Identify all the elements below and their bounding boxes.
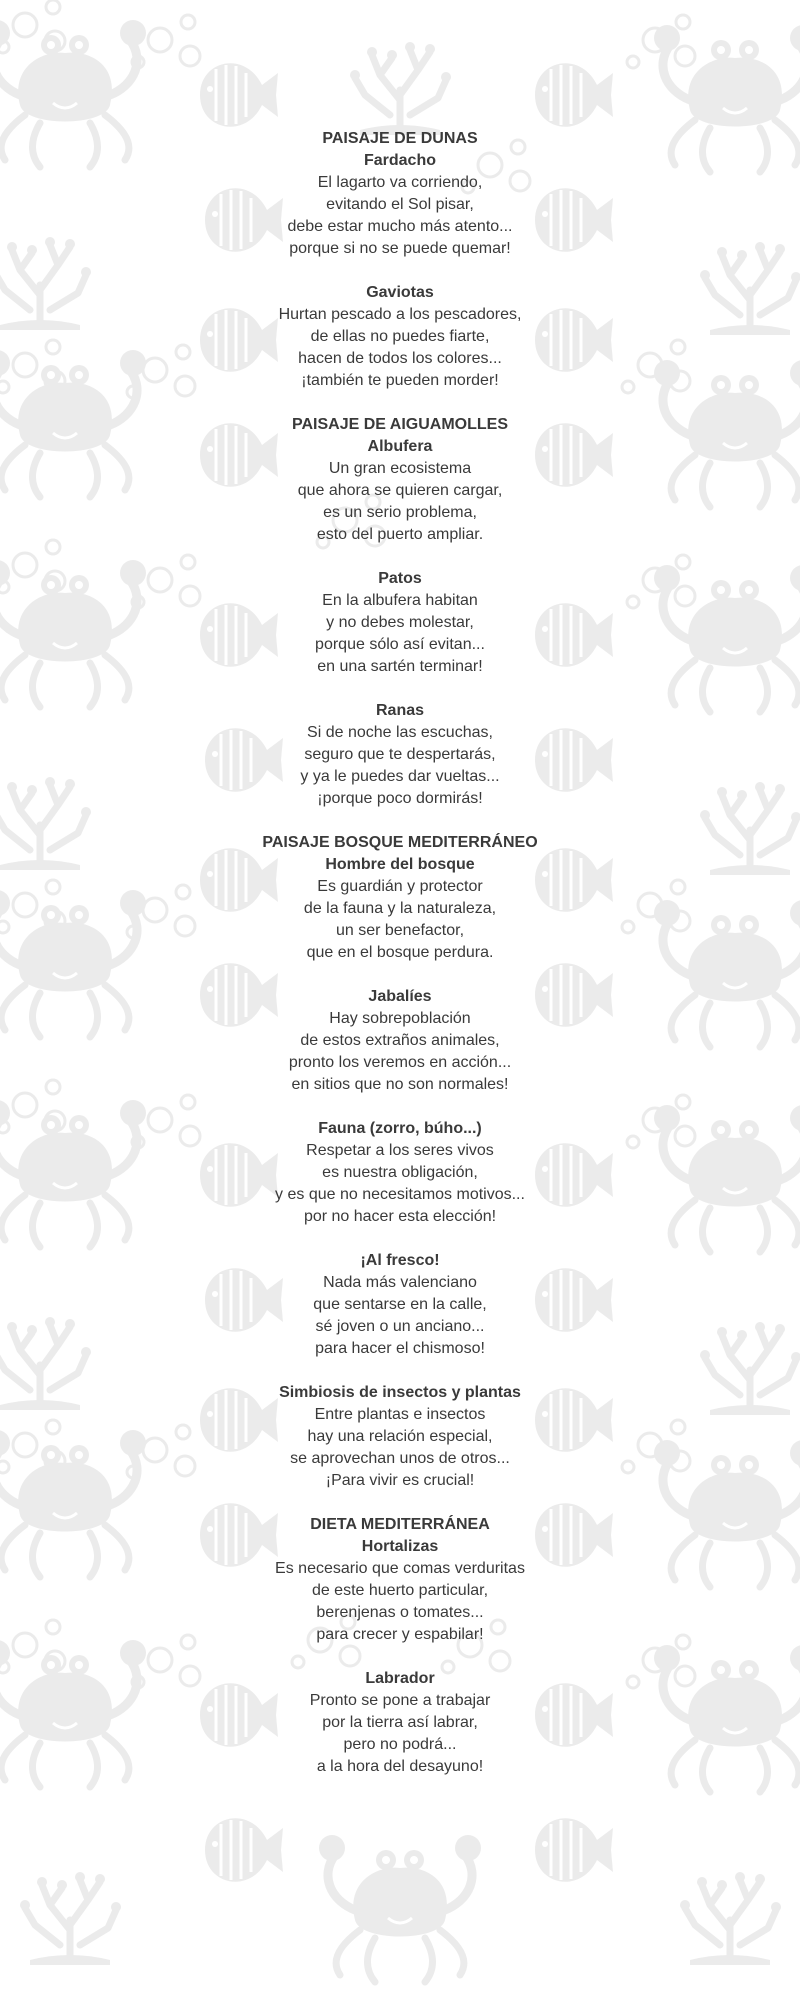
poem-line: seguro que te despertarás, [304, 746, 496, 763]
poem-title: Hortalizas [361, 1538, 439, 1555]
poem-line: en sitios que no son normales! [291, 1076, 509, 1093]
section-heading: PAISAJE DE AIGUAMOLLES [291, 416, 509, 433]
poem-line: Es guardián y protector [317, 878, 483, 895]
poem-line: y ya le puedes dar vueltas... [300, 768, 500, 785]
poem-line: Es necesario que comas verduritas [275, 1560, 525, 1577]
poem-title: Gaviotas [366, 284, 434, 301]
poem-title: Hombre del bosque [325, 856, 475, 873]
poem-line: sé joven o un anciano... [315, 1318, 485, 1335]
poem-line: ¡porque poco dormirás! [317, 790, 483, 807]
poem [0, 1118, 800, 1228]
poem [0, 986, 800, 1096]
poem-line: esto del puerto ampliar. [316, 526, 484, 543]
poem-title: Albufera [367, 438, 433, 455]
poem-line: es nuestra obligación, [322, 1164, 478, 1181]
poem [0, 568, 800, 678]
poem [0, 282, 800, 392]
poem-line: en una sartén terminar! [317, 658, 483, 675]
poem-line: evitando el Sol pisar, [326, 196, 474, 213]
poem-line: ¡también te pueden morder! [301, 372, 499, 389]
poem-line: de este huerto particular, [311, 1582, 489, 1599]
poem-line: pronto los veremos en acción... [288, 1054, 512, 1071]
poem [0, 1536, 800, 1646]
poem-line: Nada más valenciano [323, 1274, 477, 1291]
poem-line: de estos extraños animales, [300, 1032, 500, 1049]
poem [0, 1250, 800, 1360]
poem-title: Jabalíes [368, 988, 432, 1005]
section-heading: PAISAJE DE DUNAS [322, 130, 478, 147]
poem-line: Si de noche las escuchas, [307, 724, 493, 741]
poem-title: Simbiosis de insectos y plantas [279, 1384, 521, 1401]
poem-line: por la tierra así labrar, [322, 1714, 478, 1731]
poem [0, 1382, 800, 1492]
poem-line: porque sólo así evitan... [315, 636, 485, 653]
poem-line: Respetar a los seres vivos [306, 1142, 494, 1159]
poem-line: a la hora del desayuno! [316, 1758, 484, 1775]
poem-line: de la fauna y la naturaleza, [303, 900, 497, 917]
poem-title: Patos [378, 570, 422, 587]
poem-line: Pronto se pone a trabajar [309, 1692, 491, 1709]
poem-line: hacen de todos los colores... [298, 350, 502, 367]
poem [0, 700, 800, 810]
poem-line: ¡Para vivir es crucial! [325, 1472, 475, 1489]
poem-line: Entre plantas e insectos [314, 1406, 486, 1423]
section-heading: PAISAJE BOSQUE MEDITERRÁNEO [262, 834, 538, 851]
poem-line: Hurtan pescado a los pescadores, [278, 306, 522, 323]
poem-line: Un gran ecosistema [328, 460, 472, 477]
poem-title: ¡Al fresco! [360, 1252, 440, 1269]
poem-line: hay una relación especial, [307, 1428, 493, 1445]
poem-line: que sentarse en la calle, [313, 1296, 487, 1313]
poem-collection [0, 128, 800, 1800]
poem-line: de ellas no puedes fiarte, [310, 328, 490, 345]
poem-line: El lagarto va corriendo, [317, 174, 483, 191]
poem-line: porque si no se puede quemar! [289, 240, 511, 257]
poem-line: En la albufera habitan [322, 592, 478, 609]
poem-line: y es que no necesitamos motivos... [275, 1186, 525, 1203]
poem-line: se aprovechan unos de otros... [290, 1450, 510, 1467]
poem-line: berenjenas o tomates... [316, 1604, 484, 1621]
poem-title: Fauna (zorro, búho...) [318, 1120, 482, 1137]
poem-line: y no debes molestar, [326, 614, 474, 631]
poem [0, 150, 800, 260]
poem-title: Ranas [375, 702, 425, 719]
poem-title: Fardacho [363, 152, 436, 169]
poem-title: Labrador [365, 1670, 435, 1687]
poem [0, 854, 800, 964]
poem-line: para crecer y espabilar! [316, 1626, 484, 1643]
poem-line: que en el bosque perdura. [306, 944, 494, 961]
poem-line: es un serio problema, [323, 504, 477, 521]
poem-line: Hay sobrepoblación [329, 1010, 471, 1027]
poem [0, 436, 800, 546]
poem-line: un ser benefactor, [335, 922, 465, 939]
poem-line: que ahora se quieren cargar, [297, 482, 503, 499]
poem-line: por no hacer esta elección! [303, 1208, 497, 1225]
poem-line: pero no podrá... [343, 1736, 457, 1753]
poem-line: para hacer el chismoso! [315, 1340, 485, 1357]
poem-line: debe estar mucho más atento... [287, 218, 513, 235]
section-heading: DIETA MEDITERRÁNEA [310, 1516, 490, 1533]
poem [0, 1668, 800, 1778]
